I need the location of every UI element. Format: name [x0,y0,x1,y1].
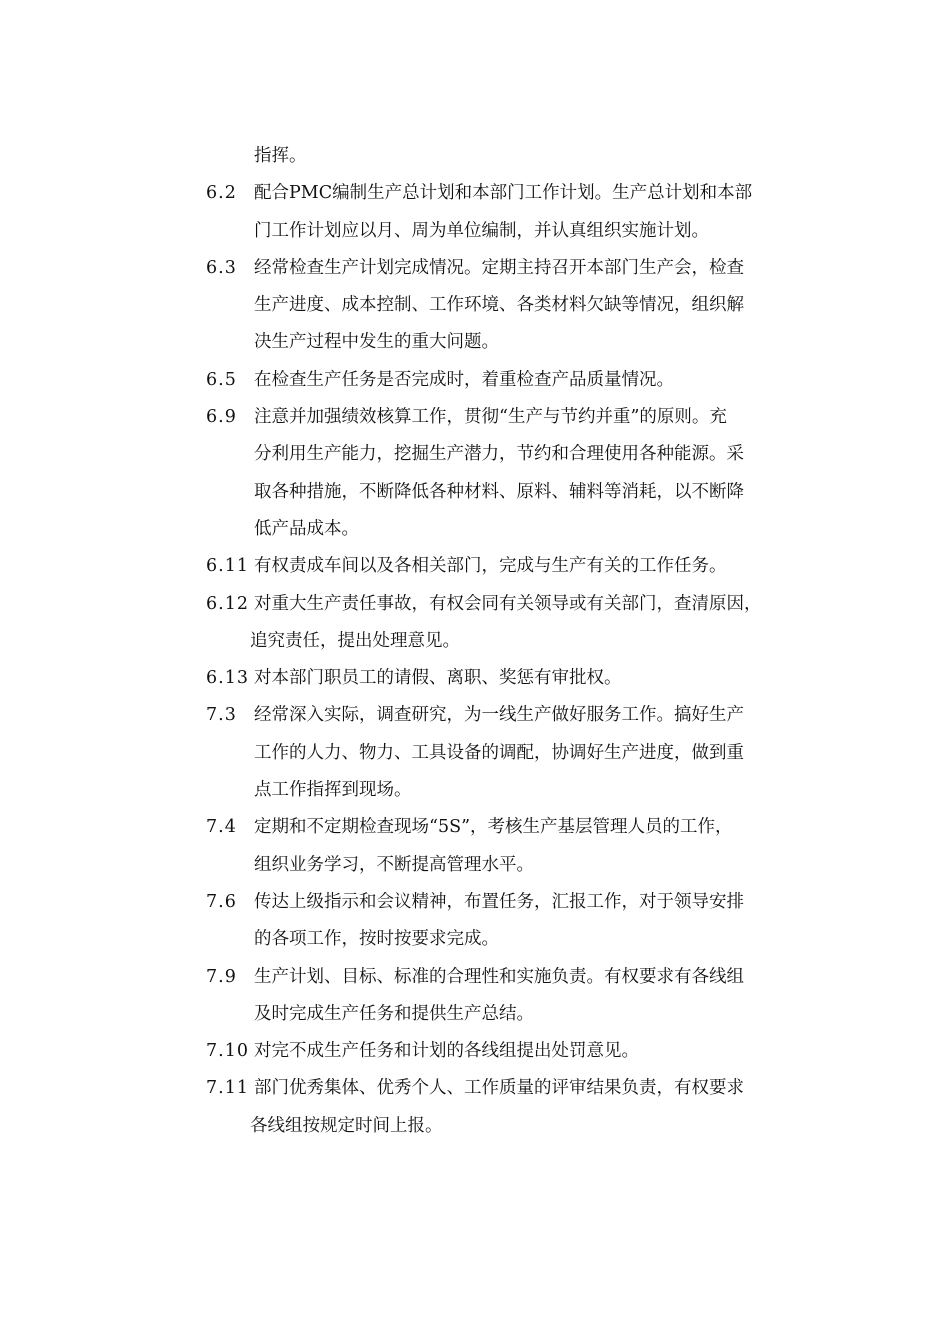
clause-text: 对本部门职员工的请假、离职、奖惩有审批权。 [254,668,622,689]
clause-text: 在检查生产任务是否完成时，着重检查产品质量情况。 [254,369,674,390]
clause-number: 6.5 [206,369,237,390]
clause-text: 决生产过程中发生的重大问题。 [254,332,499,353]
clause-text: 低产品成本。 [254,518,359,539]
clause-text: 配合PMC编制生产总计划和本部门工作计划。生产总计划和本部 [254,183,753,204]
clause-number: 7.6 [206,891,237,912]
clause-6-3 [206,250,796,362]
clause-text: 部门优秀集体、优秀个人、工作质量的评审结果负责，有权要求 [254,1078,744,1099]
clause-text: 传达上级指示和会议精神，布置任务，汇报工作，对于领导安排 [254,891,744,912]
clause-text: 组织业务学习，不断提高管理水平。 [254,854,534,875]
clause-7-10 [206,1033,796,1070]
clause-text: 生产进度、成本控制、工作环境、各类材料欠缺等情况，组织解 [254,295,744,316]
clause-6-13 [206,660,796,697]
clause-number: 7.9 [206,966,237,987]
clause-text: 注意并加强绩效核算工作，贯彻“生产与节约并重”的原则。充 [254,407,727,428]
clause-6-2 [206,175,796,250]
clause-7-4 [206,809,796,884]
intro-line: 指挥。 [254,146,307,166]
clause-number: 7.3 [206,705,237,726]
clause-6-9 [206,399,796,548]
clause-number: 6.2 [206,183,237,204]
clause-7-6 [206,884,796,959]
clause-number: 7.4 [206,817,237,838]
clause-number: 6.3 [206,257,237,278]
clause-number: 6.12 [206,593,249,614]
clause-7-9 [206,959,796,1034]
clause-text: 分利用生产能力，挖掘生产潜力，节约和合理使用各种能源。采 [254,444,744,465]
clause-text: 取各种措施，不断降低各种材料、原料、辅料等消耗，以不断降 [254,481,744,502]
clause-text: 有权责成车间以及各相关部门，完成与生产有关的工作任务。 [254,556,727,577]
clause-text: 经常深入实际，调查研究，为一线生产做好服务工作。搞好生产 [254,705,744,726]
clause-text: 定期和不定期检查现场“5S”，考核生产基层管理人员的工作， [254,817,733,838]
clause-6-11 [206,548,796,585]
clause-text: 及时完成生产任务和提供生产总结。 [254,1003,534,1024]
clause-number: 6.13 [206,668,249,689]
clause-text: 点工作指挥到现场。 [254,780,412,801]
clause-7-11 [206,1070,796,1145]
clause-text: 经常检查生产计划完成情况。定期主持召开本部门生产会，检查 [254,257,744,278]
clause-number: 6.9 [206,407,237,428]
clause-text: 各线组按规定时间上报。 [250,1115,443,1136]
clause-number: 7.10 [206,1041,249,1062]
clause-text: 工作的人力、物力、工具设备的调配，协调好生产进度，做到重 [254,742,744,763]
clause-text: 的各项工作，按时按要求完成。 [254,929,499,950]
clause-6-5 [206,362,796,399]
clause-6-12 [206,586,796,661]
clause-text: 追究责任，提出处理意见。 [250,630,460,651]
clause-number: 7.11 [206,1078,249,1099]
clause-text: 生产计划、目标、标准的合理性和实施负责。有权要求有各线组 [254,966,744,987]
document-body [206,138,796,1145]
clause-text: 对重大生产责任事故，有权会同有关领导或有关部门，查清原因， [254,593,762,614]
clause-7-3 [206,697,796,809]
clause-text: 门工作计划应以月、周为单位编制，并认真组织实施计划。 [254,220,709,241]
clause-number: 6.11 [206,556,249,577]
clause-text: 对完不成生产任务和计划的各线组提出处罚意见。 [254,1041,639,1062]
